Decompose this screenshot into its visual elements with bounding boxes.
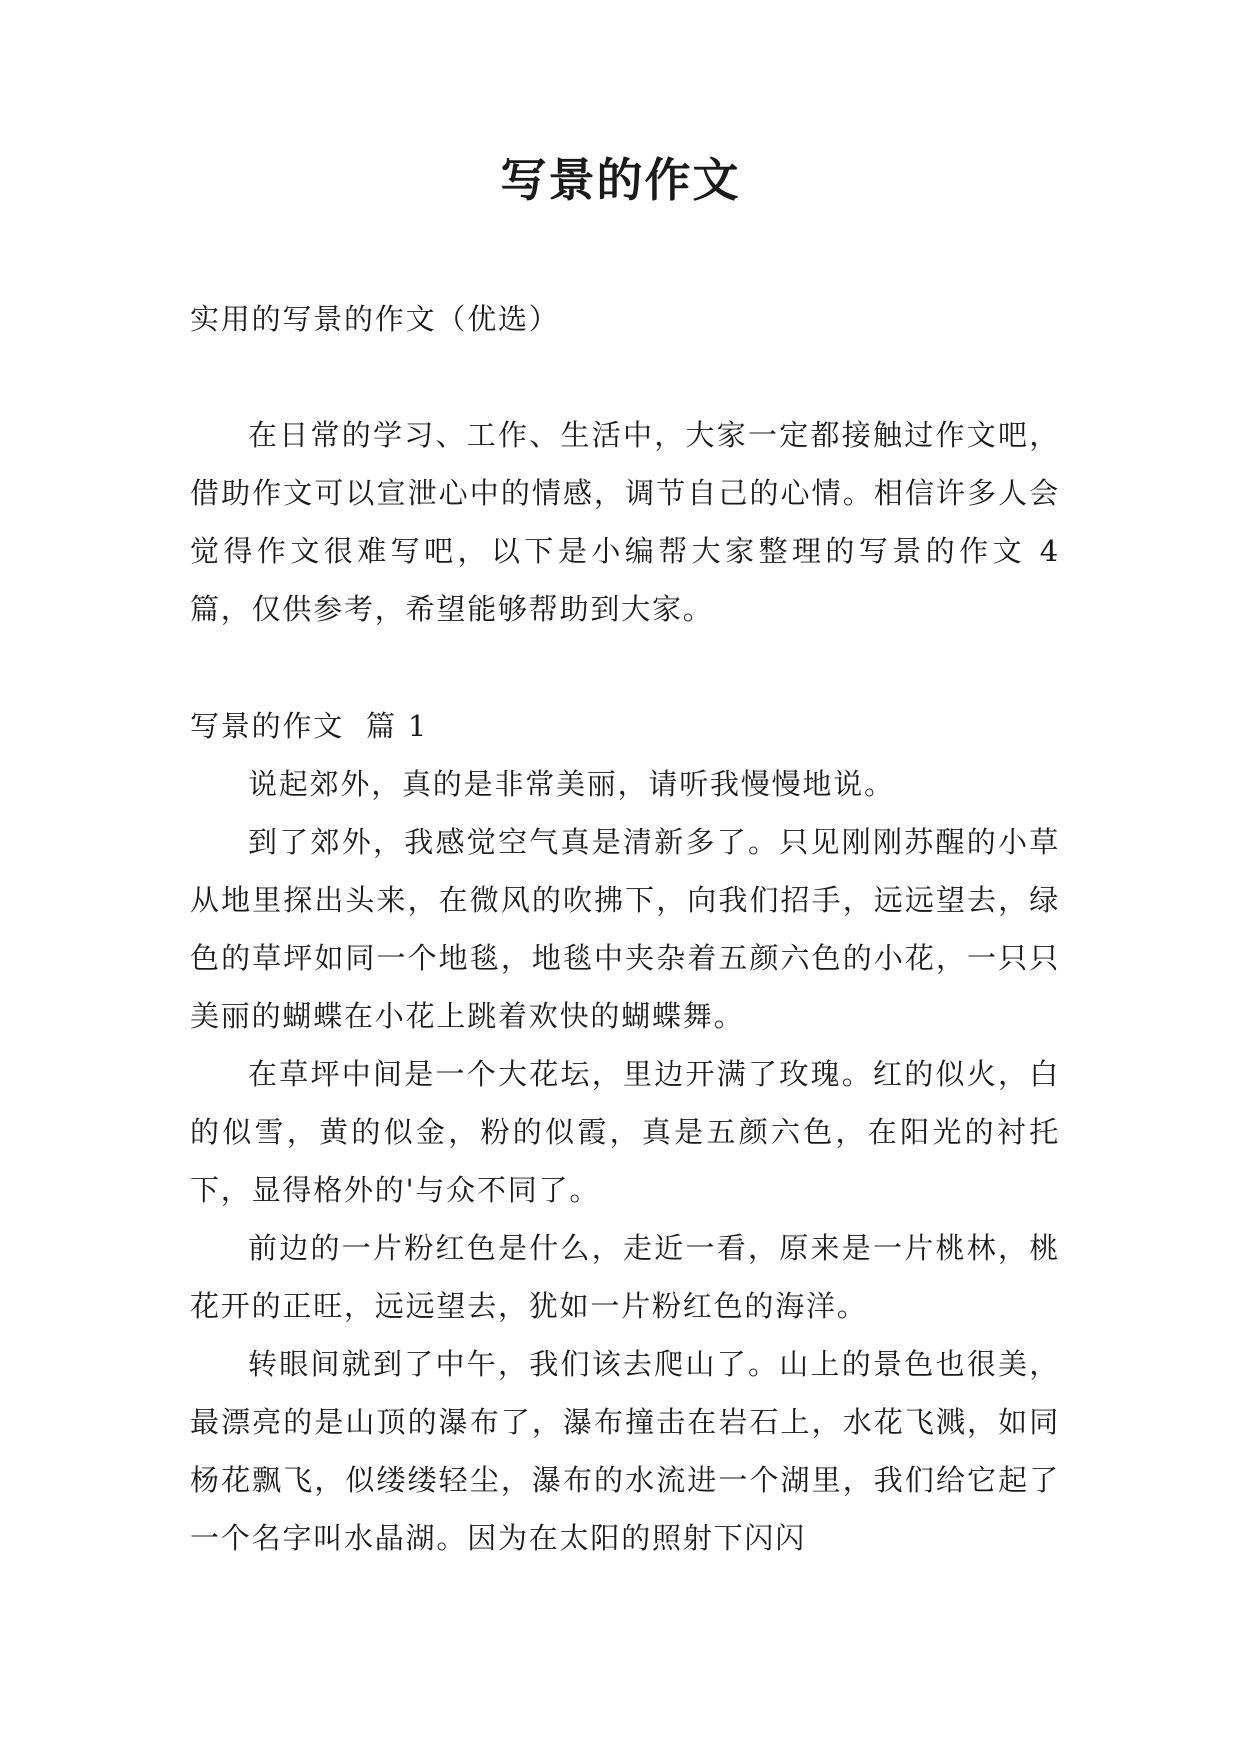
paragraph-2: 到了郊外，我感觉空气真是清新多了。只见刚刚苏醒的小草从地里探出头来，在微风的吹拂下，向我们招手，远远望去，绿色的草坪如同一个地毯，地毯中夹杂着五颜六色的小花，一只只美丽的蝴蝶在小花上跳着欢快的蝴蝶舞。	[190, 825, 1060, 1033]
paragraph-5: 转眼间就到了中午，我们该去爬山了。山上的景色也很美，最漂亮的是山顶的瀑布了，瀑布撞击在岩石上，水花飞溅，如同杨花飘飞，似缕缕轻尘，瀑布的水流进一个湖里，我们给它起了一个名字叫水晶湖。因为在太阳的照射下闪闪	[190, 1347, 1060, 1555]
paragraph-4: 前边的一片粉红色是什么，走近一看，原来是一片桃林，桃花开的正旺，远远望去，犹如一片粉红色的海洋。	[190, 1231, 1060, 1323]
section-heading: 写景的作文 篇 1	[190, 709, 429, 743]
paragraph-3: 在草坪中间是一个大花坛，里边开满了玫瑰。红的似火，白的似雪，黄的似金，粉的似霞，真是五颜六色，在阳光的衬托下，显得格外的'与众不同了。	[190, 1057, 1060, 1207]
page-title: 写景的作文	[500, 153, 741, 207]
intro-paragraph: 在日常的学习、工作、生活中，大家一定都接触过作文吧，借助作文可以宣泄心中的情感，调节自己的心情。相信许多人会觉得作文很难写吧，以下是小编帮大家整理的写景的作文 4 篇，仅供参考，希望能够帮助到大家。	[190, 418, 1060, 626]
paragraph-1: 说起郊外，真的是非常美丽，请听我慢慢地说。	[248, 767, 895, 801]
document-subtitle: 实用的写景的作文（优选）	[190, 302, 560, 336]
